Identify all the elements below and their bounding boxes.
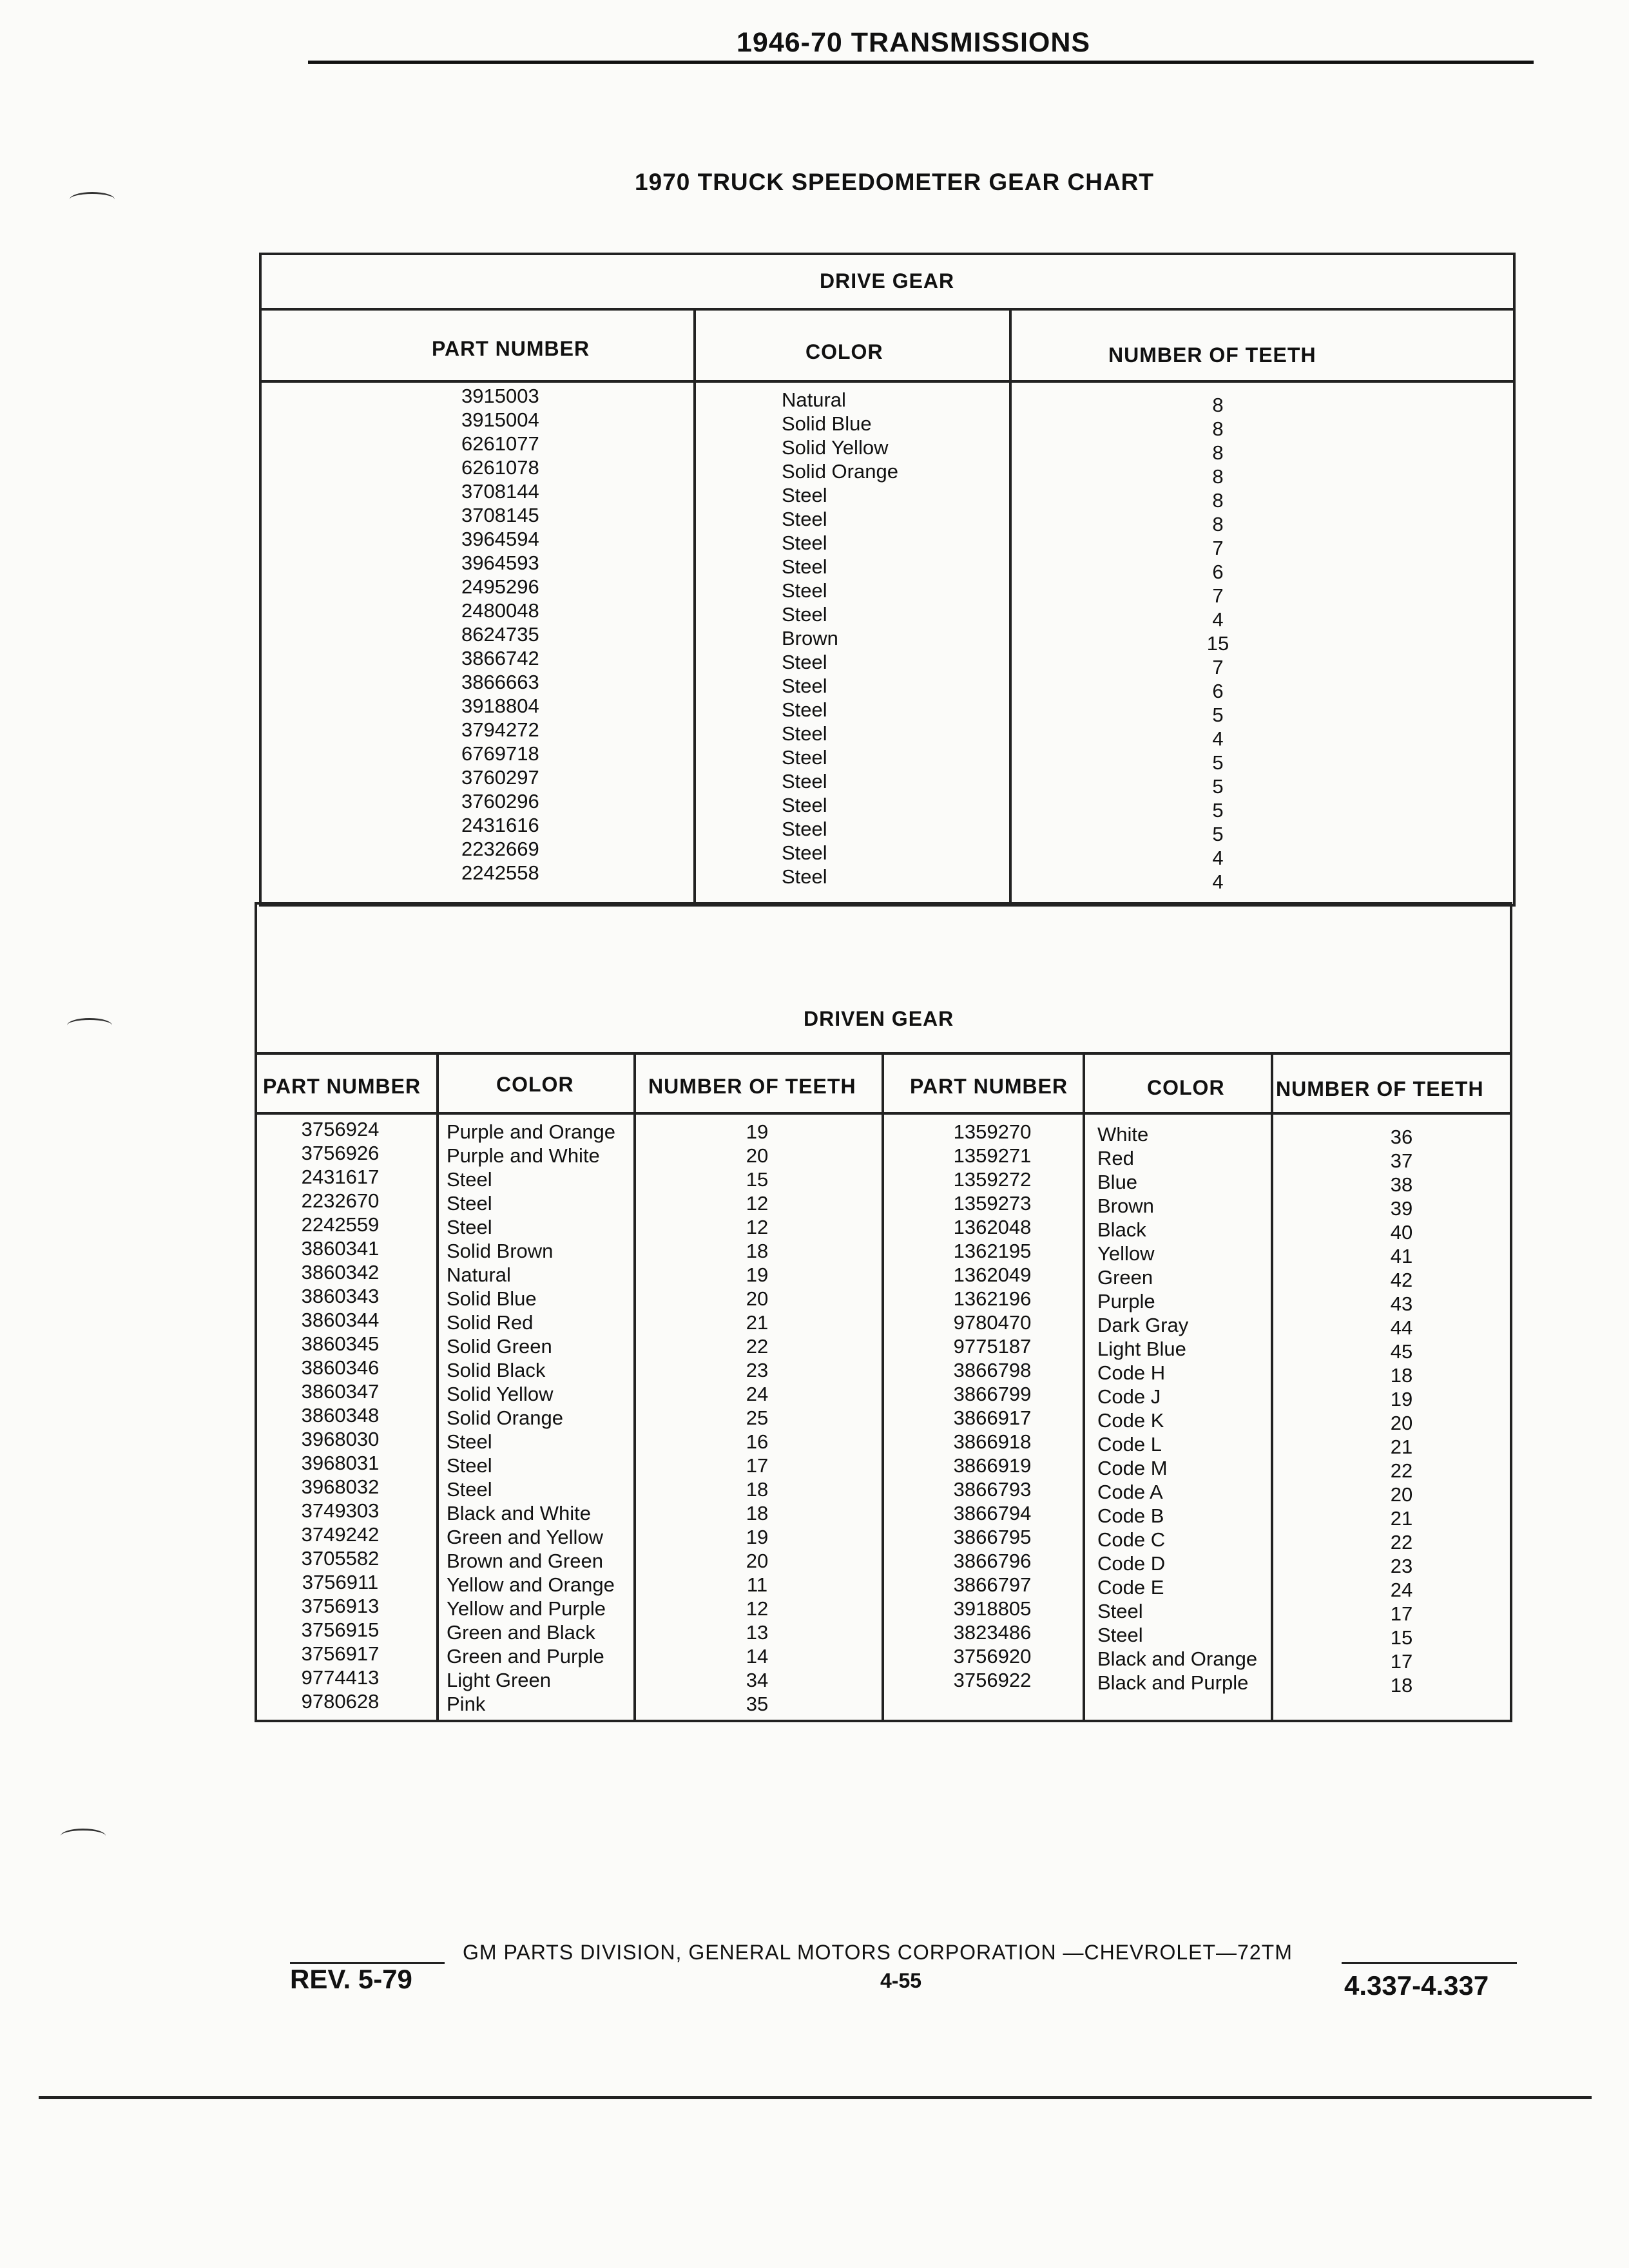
driven-gear-right-colors: White Red Blue Brown Black Yellow Green Purple Dark Gray Light Blue Code H Code J Code K Code L Code M Code A Code B Code C Code D Code E Steel Steel Black and Orange Black and Purple	[1097, 1123, 1258, 1694]
drive-gear-col-divider-1	[693, 309, 696, 907]
drive-gear-header-rule	[259, 380, 1516, 383]
drive-gear-col-divider-2	[1009, 309, 1012, 907]
footer-revision: REV. 5-79	[290, 1964, 412, 1994]
page-header-title: 1946-70 TRANSMISSIONS	[737, 27, 1091, 58]
driven-gear-header-color-left: COLOR	[496, 1073, 574, 1096]
drive-gear-teeth: 8 8 8 8 8 8 7 6 7 4 15 7 6 5 4 5 5 5 5 4 4	[1206, 394, 1229, 893]
drive-gear-colors: Natural Solid Blue Solid Yellow Solid Orange Steel Steel Steel Steel Steel Steel Brown Steel Steel Steel Steel Steel Steel Steel Steel Steel Steel	[782, 389, 898, 888]
driven-gear-header-part-number-right: PART NUMBER	[910, 1075, 1068, 1098]
footer-section-number: 4.337-4.337	[1344, 1970, 1489, 2001]
driven-gear-col-divider-4	[1083, 1053, 1085, 1722]
driven-gear-left-part-numbers: 3756924 3756926 2431617 2232670 2242559 3860341 3860342 3860343 3860344 3860345 3860346 3860347 3860348 3968030 3968031 3968032 3749303 3749242 3705582 3756911 3756913 3756915 3756917 9774413 9780628	[301, 1118, 380, 1713]
driven-gear-header-color-right: COLOR	[1147, 1076, 1225, 1099]
header-rule	[308, 61, 1534, 64]
driven-gear-col-divider-1	[436, 1053, 439, 1722]
chart-title: 1970 TRUCK SPEEDOMETER GEAR CHART	[635, 169, 1155, 195]
driven-gear-right-part-numbers: 1359270 1359271 1359272 1359273 1362048 1362195 1362049 1362196 9780470 9775187 3866798 3866799 3866917 3866918 3866919 3866793 3866794 3866795 3866796 3866797 3918805 3823486 3756920 3756922	[953, 1120, 1032, 1691]
drive-gear-header-color: COLOR	[805, 340, 883, 363]
drive-gear-part-numbers: 3915003 3915004 6261077 6261078 3708144 3708145 3964594 3964593 2495296 2480048 8624735 3866742 3866663 3918804 3794272 6769718 3760297 3760296 2431616 2232669 2242558	[461, 385, 539, 884]
binder-hole-mark-middle	[67, 1018, 112, 1033]
driven-gear-header-teeth-right: NUMBER OF TEETH	[1276, 1077, 1484, 1100]
driven-gear-left-colors: Purple and Orange Purple and White Steel Steel Steel Solid Brown Natural Solid Blue Solid Red Solid Green Solid Black Solid Yellow Solid Orange Steel Steel Steel Black and White Green and Yellow Brown and Green Yellow and Orange Yellow and Purple Green and Black Green and Purple Light Green Pink	[447, 1120, 615, 1715]
drive-gear-header-teeth: NUMBER OF TEETH	[1108, 343, 1316, 367]
driven-gear-col-divider-3	[882, 1053, 884, 1722]
drive-gear-section-label: DRIVE GEAR	[820, 269, 955, 293]
drive-gear-header-part-number: PART NUMBER	[432, 337, 590, 360]
binder-hole-mark-bottom	[61, 1829, 106, 1843]
driven-gear-header-part-number-left: PART NUMBER	[263, 1075, 421, 1098]
binder-hole-mark-top	[70, 192, 115, 207]
driven-gear-col-divider-5	[1271, 1053, 1273, 1722]
driven-gear-right-teeth: 36 37 38 39 40 41 42 43 44 45 18 19 20 21 22 20 21 22 23 24 17 15 17 18	[1390, 1126, 1413, 1696]
drive-gear-label-rule	[259, 308, 1516, 311]
footer-page-number: 4-55	[880, 1969, 922, 1992]
footer-division-text: GM PARTS DIVISION, GENERAL MOTORS CORPORATION —CHEVROLET—72TM	[463, 1941, 1293, 1964]
footer-right-rule	[1342, 1962, 1517, 1964]
driven-gear-header-teeth-left: NUMBER OF TEETH	[648, 1075, 856, 1098]
driven-gear-col-divider-2	[633, 1053, 636, 1722]
driven-gear-left-teeth: 19 20 15 12 12 18 19 20 21 22 23 24 25 16 17 18 18 19 20 11 12 13 14 34 35	[746, 1120, 769, 1715]
driven-gear-section-label: DRIVEN GEAR	[804, 1007, 954, 1030]
page-bottom-rule	[39, 2096, 1592, 2099]
